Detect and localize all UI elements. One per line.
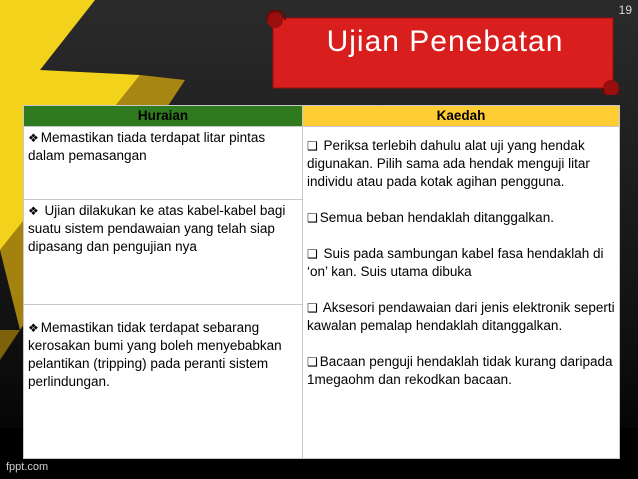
diamond-bullet-icon: ❖ — [28, 321, 39, 335]
right-cell — [303, 127, 620, 459]
method-paragraph — [307, 137, 615, 191]
checkbox-bullet-icon: ❑ — [307, 301, 318, 315]
checkbox-bullet-icon: ❑ — [307, 211, 318, 225]
method-text: Suis pada sambungan kabel fasa hendaklah di ‘on’ kan. Suis utama dibuka — [307, 246, 604, 279]
slide-title: Ujian Penebatan — [326, 25, 564, 58]
left-cell-text: Ujian dilakukan ke atas kabel-kabel bagi suatu sistem pendawaian yang telah siap dipasang dan pengujian nya — [28, 203, 286, 254]
method-paragraph — [307, 353, 615, 389]
header-huraian: Huraian — [24, 106, 303, 127]
left-cell-text: Memastikan tidak terdapat sebarang kerosakan bumi yang boleh menyebabkan pelantikan (tripping) pada peranti sistem perlindungan. — [28, 320, 282, 389]
left-cell-text: Memastikan tiada terdapat litar pintas dalam pemasangan — [28, 130, 266, 163]
method-paragraph — [307, 245, 615, 281]
left-cell — [24, 305, 303, 459]
header-kaedah: Kaedah — [303, 106, 620, 127]
method-paragraph — [307, 209, 615, 227]
method-text: Periksa terlebih dahulu alat uji yang hendak digunakan. Pilih sama ada hendak menguji litar individu atau pada kotak agihan pengguna. — [307, 138, 590, 189]
checkbox-bullet-icon: ❑ — [307, 355, 318, 369]
diamond-bullet-icon: ❖ — [28, 131, 39, 145]
method-text: Aksesori pendawaian dari jenis elektronik seperti kawalan pemalap hendaklah ditanggalkan. — [307, 300, 615, 333]
table-row — [24, 127, 620, 200]
page-number: 19 — [618, 3, 632, 17]
table-header-row — [24, 106, 620, 127]
method-text: Semua beban hendaklah ditanggalkan. — [319, 210, 554, 225]
left-cell — [24, 200, 303, 305]
checkbox-bullet-icon: ❑ — [307, 139, 318, 153]
diamond-bullet-icon: ❖ — [28, 204, 39, 218]
method-paragraph — [307, 299, 615, 335]
content-table — [23, 105, 620, 459]
method-text: Bacaan penguji hendaklah tidak kurang daripada 1megaohm dan rekodkan bacaan. — [307, 354, 613, 387]
left-cell — [24, 127, 303, 200]
brand-label: fppt.com — [6, 461, 49, 473]
checkbox-bullet-icon: ❑ — [307, 247, 318, 261]
